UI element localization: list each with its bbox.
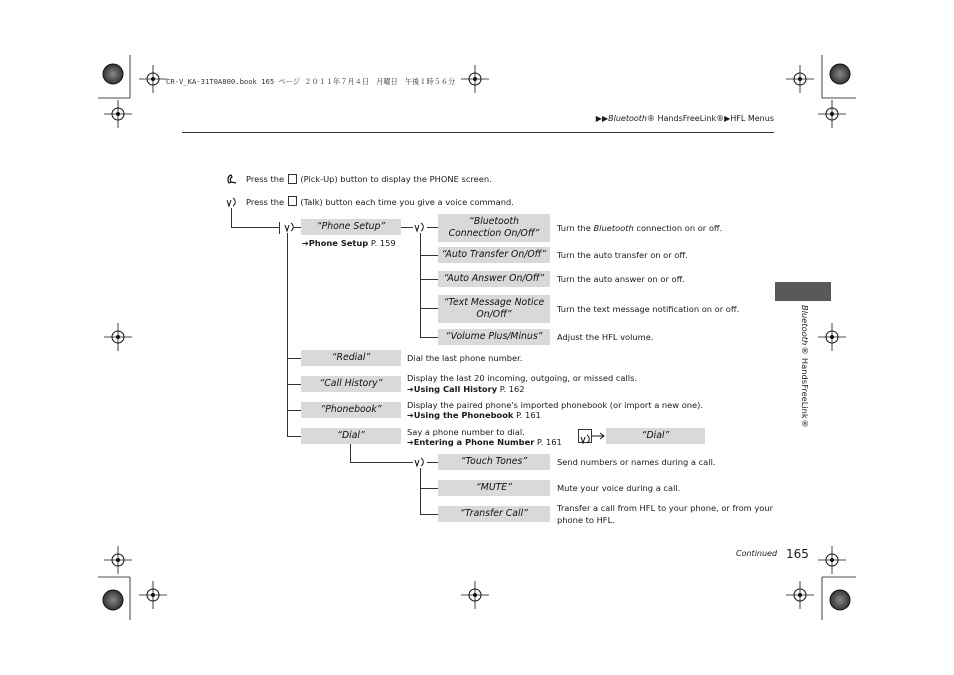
dial-shortcut-box: “Dial” bbox=[606, 428, 705, 444]
breadcrumb-rest: ® HandsFreeLink®▶HFL Menus bbox=[646, 114, 774, 123]
mute-desc: Mute your voice during a call. bbox=[557, 483, 681, 493]
pickup-button-icon bbox=[288, 174, 297, 184]
talk-icon-dial bbox=[413, 456, 426, 468]
print-info: CR-V_KA-31T0A800.book 165 ページ ２０１１年７月４日 月曜日 午後１時５６分 bbox=[166, 77, 456, 86]
auto-answer-desc: Turn the auto answer on or off. bbox=[557, 274, 685, 284]
call-history-ref: ➔Using Call History P. 162 bbox=[407, 384, 525, 394]
menu-phone-setup: “Phone Setup” bbox=[301, 219, 401, 235]
menu-auto-transfer: “Auto Transfer On/Off” bbox=[438, 247, 550, 263]
text-message-desc: Turn the text message notification on or off. bbox=[557, 304, 740, 314]
dial-desc: Say a phone number to dial. bbox=[407, 427, 525, 437]
connector bbox=[287, 384, 301, 385]
talk-button-shortcut bbox=[578, 429, 592, 443]
pickup-icon bbox=[226, 173, 238, 185]
transfer-call-desc-1: Transfer a call from HFL to your phone, or from your bbox=[557, 503, 774, 513]
dial-ref: ➔Entering a Phone Number P. 161 bbox=[407, 437, 562, 447]
side-tab-label: Bluetooth® HandsFreeLink® bbox=[800, 305, 810, 429]
breadcrumb-bluetooth: Bluetooth bbox=[608, 114, 647, 123]
redial-desc: Dial the last phone number. bbox=[407, 353, 523, 363]
menu-mute: “MUTE” bbox=[438, 480, 550, 496]
connector-phone-setup-trunk bbox=[420, 233, 421, 338]
connector-main-trunk bbox=[287, 233, 288, 436]
connector bbox=[350, 444, 351, 463]
menu-call-history: “Call History” bbox=[301, 376, 401, 392]
talk-instruction: Press the (Talk) button each time you give a voice command. bbox=[246, 197, 514, 207]
menu-auto-answer: “Auto Answer On/Off” bbox=[438, 271, 550, 287]
talk-icon bbox=[225, 196, 238, 208]
connector bbox=[420, 337, 438, 338]
connector bbox=[420, 279, 438, 280]
page-number: 165 bbox=[786, 547, 809, 561]
connector bbox=[427, 227, 438, 228]
talk-icon-shortcut bbox=[579, 433, 591, 445]
menu-touch-tones: “Touch Tones” bbox=[438, 454, 550, 470]
transfer-call-desc-2: phone to HFL. bbox=[557, 515, 615, 525]
menu-dial: “Dial” bbox=[301, 428, 401, 444]
menu-redial: “Redial” bbox=[301, 350, 401, 366]
phone-setup-ref: ➔Phone Setup P. 159 bbox=[302, 238, 396, 248]
connector bbox=[427, 462, 438, 463]
menu-transfer-call: “Transfer Call” bbox=[438, 506, 550, 522]
connector bbox=[401, 227, 413, 228]
connector bbox=[231, 208, 232, 228]
breadcrumb bbox=[596, 113, 774, 125]
talk-icon-phone-setup bbox=[413, 221, 426, 233]
connector bbox=[287, 410, 301, 411]
volume-desc: Adjust the HFL volume. bbox=[557, 332, 654, 342]
connector-dial-trunk bbox=[420, 468, 421, 515]
bluetooth-connection-desc: Turn the Bluetooth connection on or off. bbox=[557, 223, 723, 233]
connector bbox=[420, 488, 438, 489]
connector bbox=[420, 255, 438, 256]
pickup-instruction: Press the (Pick-Up) button to display the PHONE screen. bbox=[246, 174, 492, 184]
call-history-desc: Display the last 20 incoming, outgoing, or missed calls. bbox=[407, 373, 638, 383]
phonebook-ref: ➔Using the Phonebook P. 161 bbox=[407, 410, 541, 420]
connector bbox=[420, 308, 438, 309]
phonebook-desc: Display the paired phone's imported phonebook (or import a new one). bbox=[407, 400, 704, 410]
auto-transfer-desc: Turn the auto transfer on or off. bbox=[557, 250, 688, 260]
connector bbox=[350, 462, 413, 463]
breadcrumb-arrows: ▶▶ bbox=[595, 114, 609, 123]
connector bbox=[287, 358, 301, 359]
menu-text-message-notice: “Text Message Notice On/Off” bbox=[438, 295, 550, 323]
menu-bluetooth-connection: “Bluetooth Connection On/Off” bbox=[438, 214, 550, 242]
touch-tones-desc: Send numbers or names during a call. bbox=[557, 457, 716, 467]
connector bbox=[287, 436, 301, 437]
continued-label: Continued bbox=[736, 549, 778, 558]
connector bbox=[420, 514, 438, 515]
menu-phonebook: “Phonebook” bbox=[301, 402, 401, 418]
talk-button-icon bbox=[288, 196, 297, 206]
connector bbox=[231, 227, 279, 228]
side-tab bbox=[775, 282, 831, 301]
connector bbox=[279, 222, 280, 234]
arrow-right-icon bbox=[592, 432, 606, 440]
header-rule bbox=[182, 132, 774, 133]
menu-volume: “Volume Plus/Minus” bbox=[438, 329, 550, 345]
